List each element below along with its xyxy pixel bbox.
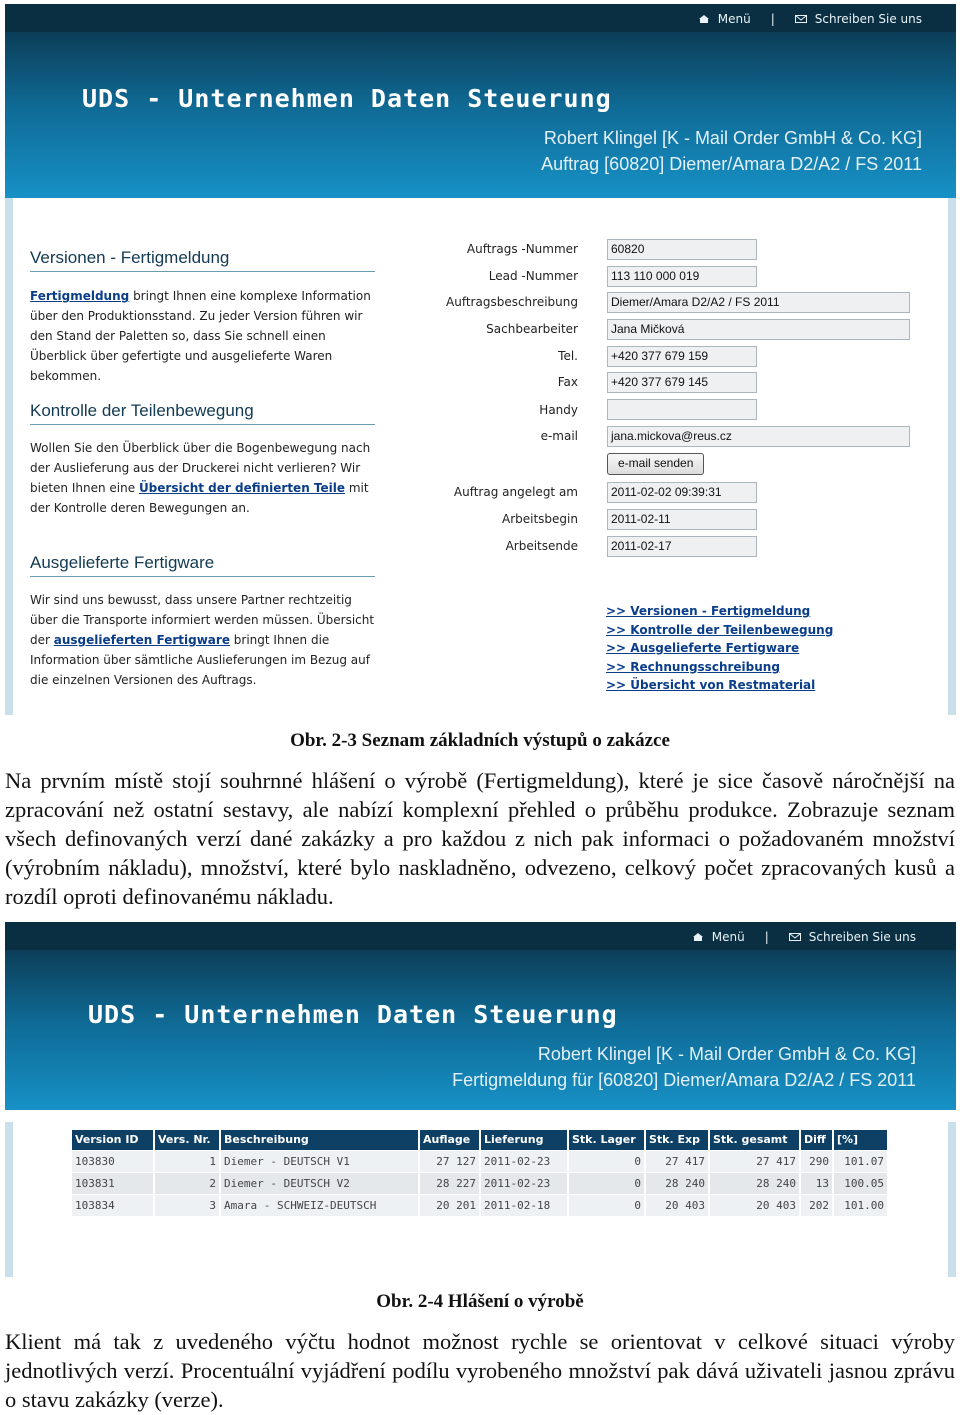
cell-delivery: 2011-02-23 — [480, 1172, 568, 1194]
contact-link[interactable]: Schreiben Sie uns — [808, 930, 916, 944]
figure-caption-1: Obr. 2-3 Seznam základních výstupů o zakázce — [290, 730, 670, 751]
table-header-row — [72, 1130, 888, 1150]
col-print-run[interactable]: Auflage — [419, 1130, 480, 1150]
label-phone: Tel. — [558, 349, 578, 363]
delivered-goods-link[interactable]: ausgelieferten Fertigware — [53, 633, 230, 647]
cell-delivery: 2011-02-23 — [480, 1150, 568, 1172]
col-shipped[interactable]: Stk. Exp — [645, 1130, 709, 1150]
screenshot-order-overview — [5, 4, 956, 715]
cell-stock: 0 — [568, 1150, 645, 1172]
cell-percent: 101.00 — [833, 1194, 888, 1216]
mail-icon — [789, 932, 801, 942]
cell-stock: 0 — [568, 1172, 645, 1194]
col-diff[interactable]: Diff — [800, 1130, 833, 1150]
section-text: bringt Ihnen eine komplexe Information über den Produktionsstand. Zu jeder Version führen wir den Stand der Paletten so, dass Sie schnell einen Überblick über gefertigte und ausgelieferte Waren bekommen. — [30, 289, 371, 383]
cell-stock: 0 — [568, 1194, 645, 1216]
cell-shipped: 20 403 — [645, 1194, 709, 1216]
cell-description: Diemer - DEUTSCH V2 — [220, 1172, 419, 1194]
cell-version-nr: 3 — [154, 1194, 220, 1216]
cell-shipped: 28 240 — [645, 1172, 709, 1194]
cell-diff: 202 — [800, 1194, 833, 1216]
field-phone[interactable]: +420 377 679 159 — [607, 346, 757, 367]
section-text: Wollen Sie den Überblick über die Bogenbewegung nach der Auslieferung aus der Druckerei nicht verlieren? Wir bieten Ihnen eine — [30, 441, 371, 495]
label-work-start: Arbeitsbegin — [502, 512, 578, 526]
figure-caption-2: Obr. 2-4 Hlášení o výrobě — [376, 1291, 584, 1312]
field-work-end[interactable]: 2011-02-17 — [607, 536, 757, 557]
table-row[interactable] — [72, 1194, 888, 1216]
screenshot-production-report — [5, 922, 956, 1277]
col-description[interactable]: Beschreibung — [220, 1130, 419, 1150]
label-clerk: Sachbearbeiter — [486, 322, 578, 336]
field-work-start[interactable]: 2011-02-11 — [607, 509, 757, 530]
defined-parts-link[interactable]: Übersicht der definierten Teile — [138, 481, 346, 495]
field-created[interactable]: 2011-02-02 09:39:31 — [607, 482, 757, 503]
label-order-number: Auftrags -Nummer — [466, 242, 578, 256]
section-text: Wir sind uns bewusst, dass unsere Partner rechtzeitig über die Transporte informiert werden müssen. Übersicht der — [30, 593, 375, 647]
label-email: e-mail — [540, 429, 578, 443]
label-created: Auftrag angelegt am — [453, 485, 578, 499]
home-icon — [698, 14, 710, 24]
content-area — [5, 198, 956, 715]
app-title: UDS - Unternehmen Daten Steuerung — [82, 84, 612, 113]
link-rest-material[interactable]: >> Übersicht von Restmaterial — [606, 678, 816, 692]
cell-print-run: 28 227 — [419, 1172, 480, 1194]
field-email[interactable]: jana.mickova@reus.cz — [607, 426, 910, 447]
section-heading-delivered: Ausgelieferte Fertigware — [30, 553, 375, 577]
production-table — [72, 1130, 889, 1216]
nav-separator: | — [770, 12, 775, 26]
cell-diff: 13 — [800, 1172, 833, 1194]
col-version-id[interactable]: Version ID — [72, 1130, 154, 1150]
cell-percent: 100.05 — [833, 1172, 888, 1194]
section-text-movement — [30, 438, 375, 518]
label-fax: Fax — [557, 375, 578, 389]
fertigmeldung-link[interactable]: Fertigmeldung — [30, 289, 130, 303]
cell-version-nr: 1 — [154, 1150, 220, 1172]
top-nav — [692, 930, 916, 944]
top-bar — [5, 4, 956, 32]
cell-total: 27 417 — [709, 1150, 800, 1172]
field-order-number[interactable]: 60820 — [607, 239, 757, 260]
col-version-nr[interactable]: Vers. Nr. — [154, 1130, 220, 1150]
home-icon — [692, 932, 704, 942]
col-stock[interactable]: Stk. Lager — [568, 1130, 645, 1150]
cell-version-nr: 2 — [154, 1172, 220, 1194]
cell-diff: 290 — [800, 1150, 833, 1172]
body-paragraph-2: Klient má tak z uvedeného výčtu hodnot možnost rychle se orientovat v celkové situaci výroby jednotlivých verzí. Procentuální vyjádření podílu vyrobeného množství pak dává uživateli jasnou zprávu o stavu zakázky (verze). — [5, 1329, 955, 1412]
link-versions[interactable]: >> Versionen - Fertigmeldung — [606, 604, 811, 618]
customer-name: Robert Klingel [K - Mail Order GmbH & Co. KG] — [543, 128, 922, 148]
cell-percent: 101.07 — [833, 1150, 888, 1172]
cell-print-run: 20 201 — [419, 1194, 480, 1216]
section-text-versions — [30, 286, 375, 386]
menu-link[interactable]: Menü — [717, 12, 751, 26]
col-delivery[interactable]: Lieferung — [480, 1130, 568, 1150]
cell-delivery: 2011-02-18 — [480, 1194, 568, 1216]
customer-name: Robert Klingel [K - Mail Order GmbH & Co. KG] — [537, 1044, 916, 1064]
section-text: bringt Ihnen die Information über sämtliche Auslieferungen im Bezug auf die einzelnen Versionen des Auftrags. — [30, 633, 370, 687]
cell-version-id: 103830 — [72, 1150, 154, 1172]
contact-link[interactable]: Schreiben Sie uns — [814, 12, 922, 26]
content-area — [5, 1122, 956, 1277]
field-clerk[interactable]: Jana Mičková — [607, 319, 910, 340]
app-title: UDS - Unternehmen Daten Steuerung — [88, 1000, 618, 1029]
top-bar — [5, 922, 956, 950]
section-text: mit der Kontrolle deren Bewegungen an. — [30, 481, 369, 515]
link-invoicing[interactable]: >> Rechnungsschreibung — [606, 659, 780, 674]
body-paragraph-1: Na prvním místě stojí souhrnné hlášení o výrobě (Fertigmeldung), které je sice časově náročnější na zpracování než ostatní sestavy, ale nabízí komplexní přehled o průběhu produkce. Zobrazuje seznam všech definovaných verzí dané zakázky a pro každou z nich pak informaci o požadovaném množství (výrobním nákladu), množství, které bylo naskladněno, odvezeno, celkový počet zpracovaných kusů a rozdíl oproti definovanému nákladu. — [5, 768, 955, 909]
cell-description: Diemer - DEUTSCH V1 — [220, 1150, 419, 1172]
field-description[interactable]: Diemer/Amara D2/A2 / FS 2011 — [607, 292, 910, 313]
section-heading-movement: Kontrolle der Teilenbewegung — [30, 401, 375, 425]
cell-version-id: 103834 — [72, 1194, 154, 1216]
cell-version-id: 103831 — [72, 1172, 154, 1194]
table-row[interactable] — [72, 1150, 888, 1172]
col-percent[interactable]: [%] — [833, 1130, 888, 1150]
cell-description: Amara - SCHWEIZ-DEUTSCH — [220, 1194, 419, 1216]
cell-total: 28 240 — [709, 1172, 800, 1194]
mail-icon — [795, 14, 807, 24]
label-work-end: Arbeitsende — [505, 539, 578, 553]
field-mobile[interactable] — [607, 399, 757, 420]
report-title: Fertigmeldung für [60820] Diemer/Amara D2/A2 / FS 2011 — [452, 1070, 916, 1090]
cell-total: 20 403 — [709, 1194, 800, 1216]
send-email-button[interactable]: e-mail senden — [607, 453, 704, 475]
label-mobile: Handy — [539, 403, 578, 417]
cell-shipped: 27 417 — [645, 1150, 709, 1172]
banner — [5, 950, 956, 1110]
field-fax[interactable]: +420 377 679 145 — [607, 372, 757, 393]
section-heading-versions: Versionen - Fertigmeldung — [30, 248, 375, 272]
link-movement[interactable]: >> Kontrolle der Teilenbewegung — [606, 622, 834, 637]
menu-link[interactable]: Menü — [711, 930, 745, 944]
label-lead-number: Lead -Nummer — [488, 269, 578, 283]
link-delivered[interactable]: >> Ausgelieferte Fertigware — [606, 641, 800, 655]
quick-links — [606, 602, 833, 695]
cell-print-run: 27 127 — [419, 1150, 480, 1172]
top-nav — [698, 12, 922, 26]
order-title: Auftrag [60820] Diemer/Amara D2/A2 / FS 2011 — [541, 154, 922, 174]
banner — [5, 32, 956, 198]
nav-separator: | — [764, 930, 769, 944]
section-text-delivered — [30, 590, 375, 690]
table-row[interactable] — [72, 1172, 888, 1194]
col-total[interactable]: Stk. gesamt — [709, 1130, 800, 1150]
label-description: Auftragsbeschreibung — [446, 295, 578, 309]
field-lead-number[interactable]: 113 110 000 019 — [607, 266, 757, 287]
